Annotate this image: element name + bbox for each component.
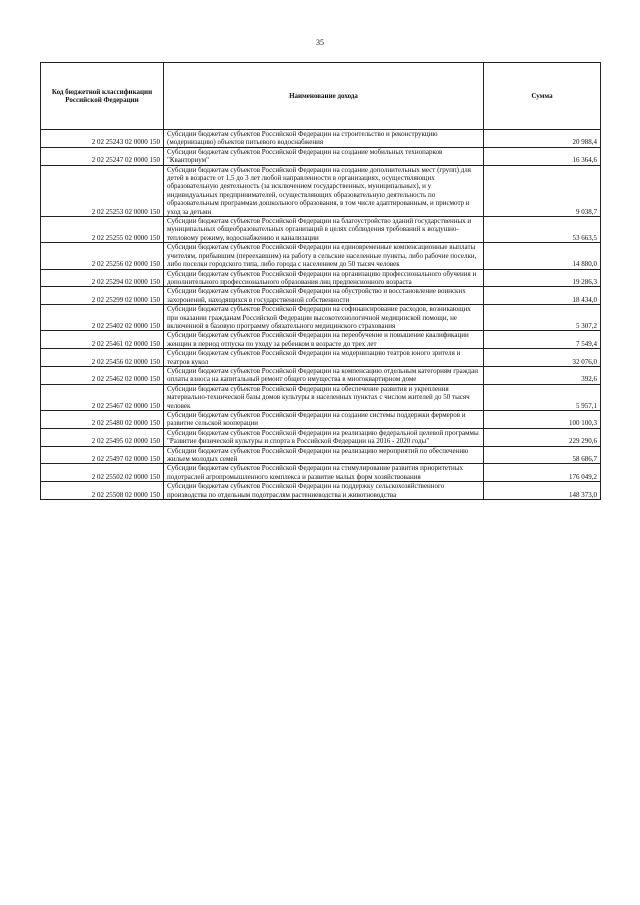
table-row [41, 287, 601, 305]
code-cell: 2 02 25299 02 0000 150 [41, 287, 164, 305]
code-cell: 2 02 25256 02 0000 150 [41, 243, 164, 269]
code-cell: 2 02 25495 02 0000 150 [41, 428, 164, 446]
sum-cell: 19 286,3 [484, 269, 601, 287]
code-cell: 2 02 25456 02 0000 150 [41, 349, 164, 367]
code-cell: 2 02 25253 02 0000 150 [41, 165, 164, 216]
table-row [41, 331, 601, 349]
name-cell: Субсидии бюджетам субъектов Российской Федерации на благоустройство зданий государственных и муниципальных общеобразовательных организаций в целях соблюдения требований к воздушно-тепловому режиму, водоснабжению и канализации [164, 217, 484, 243]
code-cell: 2 02 25243 02 0000 150 [41, 130, 164, 148]
sum-cell: 5 307,2 [484, 305, 601, 331]
name-cell: Субсидии бюджетам субъектов Российской Федерации на единовременные компенсационные выплаты учителям, прибывшим (переехавшим) на работу в сельские населенные пункты, либо рабочие поселки, либо поселки городского типа, либо города с населением до 50 тысяч человек [164, 243, 484, 269]
sum-cell: 176 049,2 [484, 464, 601, 482]
code-cell: 2 02 25502 02 0000 150 [41, 464, 164, 482]
name-cell: Субсидии бюджетам субъектов Российской Федерации на модернизацию театров юного зрителя и театров кукол [164, 349, 484, 367]
name-cell: Субсидии бюджетам субъектов Российской Федерации на реализацию федеральной целевой программы "Развитие физической культуры и спорта в Российской Федерации на 2016 - 2020 годы" [164, 428, 484, 446]
sum-cell: 392,6 [484, 366, 601, 384]
name-cell: Субсидии бюджетам субъектов Российской Федерации на реализацию мероприятий по обеспечению жильем молодых семей [164, 446, 484, 464]
name-cell: Субсидии бюджетам субъектов Российской Федерации на создание мобильных технопарков "Кванториум" [164, 147, 484, 165]
sum-cell: 148 373,0 [484, 482, 601, 500]
header-code: Код бюджетной классификации Российской Федерации [41, 63, 164, 130]
sum-cell: 100 100,3 [484, 411, 601, 429]
code-cell: 2 02 25508 02 0000 150 [41, 482, 164, 500]
sum-cell: 18 434,0 [484, 287, 601, 305]
code-cell: 2 02 25402 02 0000 150 [41, 305, 164, 331]
name-cell: Субсидии бюджетам субъектов Российской Федерации на компенсацию отдельным категориям граждан оплаты взноса на капитальный ремонт общего имущества в многоквартирном доме [164, 366, 484, 384]
table-row [41, 464, 601, 482]
table-row [41, 217, 601, 243]
code-cell: 2 02 25480 02 0000 150 [41, 411, 164, 429]
code-cell: 2 02 25497 02 0000 150 [41, 446, 164, 464]
table-row [41, 428, 601, 446]
table-row [41, 446, 601, 464]
name-cell: Субсидии бюджетам субъектов Российской Федерации на стимулирование развития приоритетных подотраслей агропромышленного комплекса и развитие малых форм хозяйствования [164, 464, 484, 482]
name-cell: Субсидии бюджетам субъектов Российской Федерации на обеспечение развития и укрепления материально-технической базы домов культуры в населенных пунктах с числом жителей до 50 тысяч человек [164, 384, 484, 410]
table-row [41, 305, 601, 331]
sum-cell: 7 549,4 [484, 331, 601, 349]
name-cell: Субсидии бюджетам субъектов Российской Федерации на строительство и реконструкцию (модернизацию) объектов питьевого водоснабжения [164, 130, 484, 148]
budget-revenue-table [40, 62, 601, 500]
table-row [41, 165, 601, 216]
table-row [41, 269, 601, 287]
sum-cell: 14 880,0 [484, 243, 601, 269]
name-cell: Субсидии бюджетам субъектов Российской Федерации на организацию профессионального обучения и дополнительного профессионального образования лиц предпенсионного возраста [164, 269, 484, 287]
sum-cell: 229 290,6 [484, 428, 601, 446]
code-cell: 2 02 25247 02 0000 150 [41, 147, 164, 165]
header-sum: Сумма [484, 63, 601, 130]
name-cell: Субсидии бюджетам субъектов Российской Федерации на поддержку сельскохозяйственного производства по отдельным подотраслям растениеводства и животноводства [164, 482, 484, 500]
table-row [41, 349, 601, 367]
table-row [41, 130, 601, 148]
code-cell: 2 02 25461 02 0000 150 [41, 331, 164, 349]
table-row [41, 366, 601, 384]
page-number: 35 [316, 38, 324, 47]
name-cell: Субсидии бюджетам субъектов Российской Федерации на софинансирование расходов, возникающих при оказании гражданам Российской Федерации высокотехнологичной медицинской помощи, не включенной в базовую программу обязательного медицинского страхования [164, 305, 484, 331]
name-cell: Субсидии бюджетам субъектов Российской Федерации на создание дополнительных мест (групп) для детей в возрасте от 1,5 до 3 лет любой направленности в организациях, осуществляющих образовательную деятельность (за исключением государственных, муниципальных), и у индивидуальных предпринимателей, осуществляющих образовательную деятельность по образовательным программам дошкольного образования, в том числе адаптированным, и присмотр и уход за детьми [164, 165, 484, 216]
sum-cell: 5 957,1 [484, 384, 601, 410]
sum-cell: 20 988,4 [484, 130, 601, 148]
sum-cell: 16 364,6 [484, 147, 601, 165]
table-row [41, 482, 601, 500]
name-cell: Субсидии бюджетам субъектов Российской Федерации на переобучение и повышение квалификации женщин в период отпуска по уходу за ребенком в возрасте до трех лет [164, 331, 484, 349]
table-body [41, 130, 601, 500]
table-row [41, 411, 601, 429]
sum-cell: 58 686,7 [484, 446, 601, 464]
code-cell: 2 02 25462 02 0000 150 [41, 366, 164, 384]
code-cell: 2 02 25255 02 0000 150 [41, 217, 164, 243]
sum-cell: 32 076,0 [484, 349, 601, 367]
table-header-row [41, 63, 601, 130]
table-row [41, 147, 601, 165]
table-row [41, 384, 601, 410]
name-cell: Субсидии бюджетам субъектов Российской Федерации на создание системы поддержки фермеров и развитие сельской кооперации [164, 411, 484, 429]
name-cell: Субсидии бюджетам субъектов Российской Федерации на обустройство и восстановление воинских захоронений, находящихся в государственной собственности [164, 287, 484, 305]
code-cell: 2 02 25467 02 0000 150 [41, 384, 164, 410]
code-cell: 2 02 25294 02 0000 150 [41, 269, 164, 287]
table-row [41, 243, 601, 269]
header-name: Наименование дохода [164, 63, 484, 130]
sum-cell: 53 663,5 [484, 217, 601, 243]
sum-cell: 9 038,7 [484, 165, 601, 216]
